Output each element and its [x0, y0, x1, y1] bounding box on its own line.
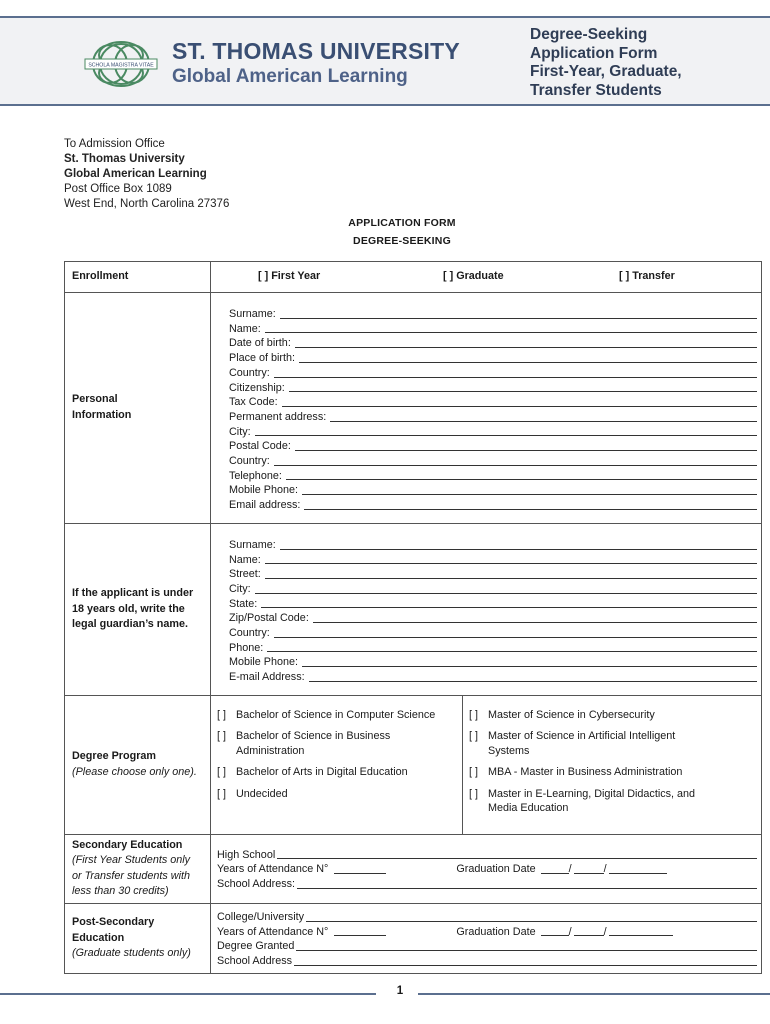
enrollment-option-transfer[interactable]: [ ] Transfer: [619, 270, 675, 282]
personal-field[interactable]: [229, 351, 757, 366]
university-logo: [84, 35, 158, 93]
degree-option[interactable]: [469, 729, 755, 758]
degree-option[interactable]: [469, 708, 755, 723]
field-blank[interactable]: [330, 410, 757, 422]
label-note: or Transfer students with: [72, 869, 191, 882]
degree-program-label: [65, 695, 211, 834]
field-label: Place of birth:: [229, 352, 296, 365]
label-line: legal guardian’s name.: [72, 618, 189, 631]
field-label: Name:: [229, 553, 261, 566]
personal-information-label: [65, 293, 211, 524]
guardian-field[interactable]: [229, 611, 757, 626]
field-blank[interactable]: [255, 425, 757, 437]
degree-option-label: [488, 729, 675, 758]
degree-option-text: Media Education: [488, 802, 569, 815]
degree-option-text: Bachelor of Science in Business: [236, 730, 391, 743]
label-line: Personal: [72, 393, 118, 406]
address-recipient: To Admission Office: [64, 138, 165, 150]
years-blank[interactable]: [334, 935, 386, 936]
document-heading: [0, 214, 770, 250]
field-label: Country:: [229, 627, 270, 640]
form-title-line: Transfer Students: [530, 81, 662, 99]
personal-field[interactable]: [229, 498, 757, 513]
form-title: [530, 26, 682, 100]
field-blank[interactable]: [306, 921, 757, 922]
secondary-education-row: [65, 834, 762, 903]
field-label: College/University: [217, 910, 305, 923]
legal-guardian-fields: [211, 523, 762, 695]
field-label: Email address:: [229, 499, 301, 512]
field-blank[interactable]: [302, 483, 757, 495]
field-label: Phone:: [229, 641, 264, 654]
field-label: Country:: [229, 366, 270, 379]
degree-option-text: Master in E-Learning, Digital Didactics, and: [488, 787, 696, 800]
enrollment-row: [65, 262, 762, 293]
checkbox[interactable]: [ ]: [217, 730, 226, 743]
field-blank[interactable]: [280, 538, 757, 550]
degree-option-label: [236, 708, 435, 723]
field-label: Telephone:: [229, 469, 282, 482]
degree-option-label: [488, 787, 695, 816]
attendance-graduation-field[interactable]: Years of Attendance N° Graduation Date / /: [217, 862, 757, 877]
high-school-field[interactable]: [217, 848, 757, 863]
field-blank[interactable]: [313, 611, 757, 623]
field-blank[interactable]: [309, 670, 757, 682]
grad-day-blank[interactable]: [574, 873, 604, 874]
degree-granted-field[interactable]: [217, 939, 757, 954]
degree-option-text: Master of Science in Cybersecurity: [488, 708, 655, 721]
label-note: less than 30 credits): [72, 885, 169, 898]
field-label: High School: [217, 848, 276, 861]
personal-field[interactable]: [229, 381, 757, 396]
field-label: City:: [229, 582, 251, 595]
checkbox[interactable]: [ ]: [217, 787, 226, 800]
field-blank[interactable]: [286, 469, 757, 481]
label-line: Information: [72, 408, 132, 421]
field-label: School Address:: [217, 878, 296, 891]
field-blank[interactable]: [277, 858, 757, 859]
degree-option[interactable]: [217, 765, 456, 780]
personal-field[interactable]: [229, 454, 757, 469]
field-blank[interactable]: [289, 381, 757, 393]
guardian-field[interactable]: [229, 553, 757, 568]
address-university: St. Thomas University: [64, 153, 185, 165]
label-line: If the applicant is under: [72, 587, 194, 600]
school-address-field[interactable]: [217, 877, 757, 892]
address-department: Global American Learning: [64, 168, 207, 180]
enrollment-option-graduate[interactable]: [ ] Graduate: [443, 270, 504, 282]
degree-option-text: Administration: [236, 744, 305, 757]
grad-month-blank[interactable]: [541, 873, 569, 874]
legal-guardian-row: [65, 523, 762, 695]
post-secondary-education-fields: [211, 903, 762, 973]
address-city: West End, North Carolina 27376: [64, 198, 230, 210]
personal-field[interactable]: [229, 366, 757, 381]
bachelor-options-column: [211, 696, 463, 834]
page-number: 1: [396, 985, 404, 997]
field-label: Zip/Postal Code:: [229, 612, 309, 625]
field-label: Mobile Phone:: [229, 656, 299, 669]
grad-month-blank[interactable]: [541, 935, 569, 936]
field-blank[interactable]: [296, 950, 757, 951]
grad-year-blank[interactable]: [609, 935, 673, 936]
school-address-field[interactable]: [217, 954, 757, 969]
field-label: Graduation Date: [456, 863, 536, 876]
degree-option[interactable]: [217, 708, 456, 723]
degree-option-text: Master of Science in Artificial Intelligent: [488, 730, 676, 743]
field-blank[interactable]: [295, 336, 757, 348]
form-title-line: Degree-Seeking: [530, 26, 648, 43]
guardian-field[interactable]: [229, 582, 757, 597]
form-title-line: First-Year, Graduate,: [530, 63, 682, 80]
field-blank[interactable]: [274, 454, 757, 466]
field-label: Years of Attendance N°: [217, 925, 329, 938]
address-po-box: Post Office Box 1089: [64, 183, 172, 195]
personal-field[interactable]: [229, 439, 757, 454]
enrollment-options: [211, 262, 761, 292]
enrollment-option-first-year[interactable]: [ ] First Year: [258, 270, 321, 282]
field-blank[interactable]: [297, 888, 757, 889]
field-blank[interactable]: [280, 307, 757, 319]
guardian-field[interactable]: [229, 567, 757, 582]
personal-field[interactable]: [229, 469, 757, 484]
personal-field[interactable]: [229, 410, 757, 425]
enrollment-label: Enrollment: [65, 262, 211, 293]
degree-option-label: [488, 708, 655, 723]
field-blank[interactable]: [304, 498, 757, 510]
field-blank[interactable]: [265, 553, 757, 565]
college-field[interactable]: [217, 910, 757, 925]
label-note: (First Year Students only: [72, 854, 191, 867]
degree-option-label: [236, 765, 408, 780]
attendance-graduation-field[interactable]: Years of Attendance N° Graduation Date / /: [217, 925, 757, 940]
degree-program-options: [211, 695, 762, 834]
label-note: (Please choose only one).: [72, 765, 197, 778]
mailing-address: [64, 137, 229, 212]
field-label: Degree Granted: [217, 940, 295, 953]
years-blank[interactable]: [334, 873, 386, 874]
field-label: Street:: [229, 568, 261, 581]
field-blank[interactable]: [294, 965, 757, 966]
field-label: Permanent address:: [229, 410, 327, 423]
personal-field[interactable]: [229, 425, 757, 440]
checkbox[interactable]: [ ]: [469, 708, 478, 721]
heading-line: APPLICATION FORM: [348, 217, 456, 229]
personal-field[interactable]: [229, 483, 757, 498]
field-blank[interactable]: [299, 351, 757, 363]
checkbox[interactable]: [ ]: [217, 708, 226, 721]
field-label: Postal Code:: [229, 440, 291, 453]
label-line: Post-Secondary: [72, 916, 155, 929]
secondary-education-fields: [211, 834, 762, 903]
application-form-table: [64, 261, 762, 974]
personal-field[interactable]: [229, 395, 757, 410]
degree-option-text: MBA - Master in Business Administration: [488, 766, 683, 779]
post-secondary-education-row: [65, 903, 762, 973]
degree-option[interactable]: [217, 729, 456, 758]
field-label: Name:: [229, 322, 261, 335]
guardian-field[interactable]: [229, 641, 757, 656]
field-label: Date of birth:: [229, 337, 291, 350]
page-header: [0, 16, 770, 106]
field-blank[interactable]: [261, 597, 757, 609]
field-label: City:: [229, 425, 251, 438]
degree-program-row: [65, 695, 762, 834]
guardian-field[interactable]: [229, 655, 757, 670]
logo-motto: SCHOLA MAGISTRA VITAE: [88, 62, 154, 69]
field-label: School Address: [217, 955, 293, 968]
guardian-field[interactable]: [229, 626, 757, 641]
field-label: Surname:: [229, 538, 276, 551]
checkbox[interactable]: [ ]: [217, 766, 226, 779]
field-label: Graduation Date: [456, 925, 536, 938]
degree-option-label: [488, 765, 682, 780]
guardian-field[interactable]: [229, 597, 757, 612]
grad-day-blank[interactable]: [574, 935, 604, 936]
checkbox[interactable]: [ ]: [469, 730, 478, 743]
degree-option-text: Bachelor of Science in Computer Science: [236, 708, 436, 721]
secondary-education-label: [65, 834, 211, 903]
footer-rule-right: [418, 993, 770, 995]
field-blank[interactable]: [265, 567, 757, 579]
field-blank[interactable]: [255, 582, 757, 594]
label-line: Education: [72, 931, 125, 944]
master-options-column: [463, 696, 761, 834]
field-blank[interactable]: [267, 641, 757, 653]
personal-information-row: [65, 293, 762, 524]
degree-option-text: Systems: [488, 744, 530, 757]
label-line: 18 years old, write the: [72, 602, 185, 615]
field-label: Surname:: [229, 308, 276, 320]
degree-option[interactable]: [469, 787, 755, 816]
field-label: Country:: [229, 455, 270, 468]
university-subtitle: Global American Learning: [172, 66, 408, 87]
legal-guardian-label: [65, 523, 211, 695]
personal-field[interactable]: [229, 336, 757, 351]
field-blank[interactable]: [302, 655, 757, 667]
personal-field[interactable]: [229, 307, 757, 322]
field-label: Mobile Phone:: [229, 484, 299, 497]
checkbox[interactable]: [ ]: [469, 766, 478, 779]
field-label: Years of Attendance N°: [217, 863, 329, 876]
field-label: E-mail Address:: [229, 671, 305, 684]
grad-year-blank[interactable]: [609, 873, 667, 874]
post-secondary-education-label: [65, 903, 211, 973]
label-line: Secondary Education: [72, 838, 183, 851]
field-label: State:: [229, 597, 258, 610]
label-line: Degree Program: [72, 750, 157, 763]
field-label: Tax Code:: [229, 396, 278, 409]
enrollment-options-cell: [211, 262, 762, 293]
heading-line: DEGREE-SEEKING: [353, 235, 451, 247]
degree-option[interactable]: [469, 765, 755, 780]
field-blank[interactable]: [295, 439, 757, 451]
field-label: Citizenship:: [229, 381, 285, 394]
personal-field[interactable]: [229, 322, 757, 337]
checkbox[interactable]: [ ]: [469, 787, 478, 800]
personal-information-fields: [211, 293, 762, 524]
label-note: (Graduate students only): [72, 947, 191, 960]
footer-rule-left: [0, 993, 376, 995]
field-blank[interactable]: [282, 395, 757, 407]
field-blank[interactable]: [265, 322, 757, 334]
form-title-line: Application Form: [530, 44, 658, 62]
university-name: ST. THOMAS UNIVERSITY: [172, 38, 460, 64]
field-blank[interactable]: [274, 366, 757, 378]
degree-option-text: Undecided: [236, 787, 288, 800]
degree-option[interactable]: [217, 787, 456, 802]
field-blank[interactable]: [274, 626, 757, 638]
guardian-field[interactable]: [229, 538, 757, 553]
degree-option-label: [236, 729, 390, 758]
degree-option-label: [236, 787, 288, 802]
degree-option-text: Bachelor of Arts in Digital Education: [236, 766, 408, 779]
guardian-field[interactable]: [229, 670, 757, 685]
